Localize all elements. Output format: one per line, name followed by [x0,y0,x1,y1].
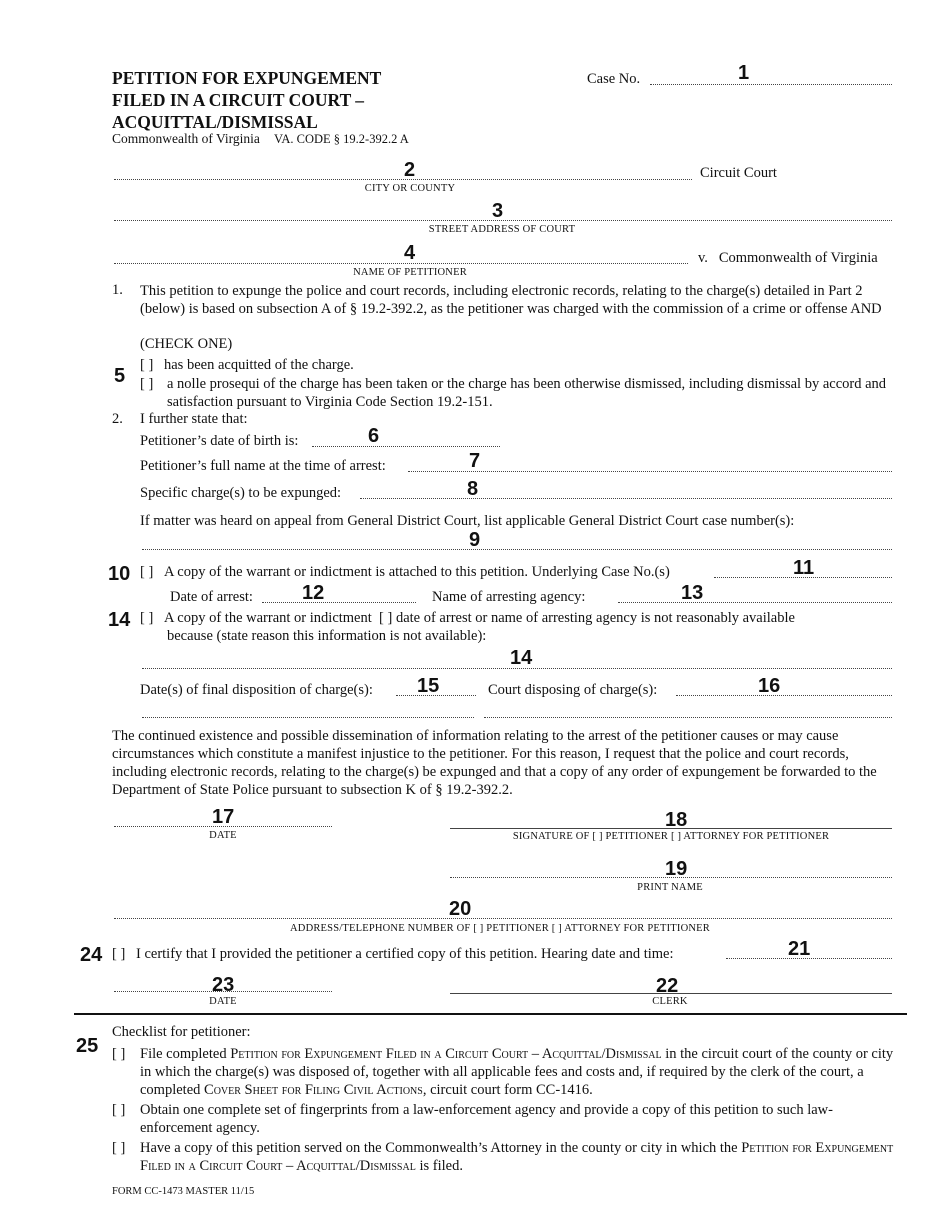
checklist-item-1-checkbox[interactable]: [ ] [112,1046,126,1062]
arrest-name-field[interactable] [408,471,892,472]
court-disposing-field[interactable] [676,695,892,696]
field-marker-18: 18 [665,809,688,831]
address-telephone-caption: ADDRESS/TELEPHONE NUMBER OF [ ] PETITIONER [ ] ATTORNEY FOR PETITIONER [290,923,710,934]
appeal-case-field[interactable] [142,549,892,550]
case-no-field[interactable] [650,84,892,85]
field-marker-1: 1 [738,62,750,84]
charges-field[interactable] [360,498,892,499]
field-marker-21: 21 [788,938,811,960]
dismissed-label: a nolle prosequi of the charge has been taken or the charge has been otherwise dismissed, including dismissal by accord and satisfaction pursuant to Virginia Code Section 19.2-151. [167,376,887,410]
form-subtitle [112,131,409,147]
court-disposing-label: Court disposing of charge(s): [488,682,658,698]
case-no-label: Case No. [587,71,641,87]
item-1-number: 1. [112,282,123,298]
disposition-date-label: Date(s) of final disposition of charge(s): [140,682,373,698]
respondent-name: Commonwealth of Virginia [718,250,878,266]
form-title-line-3: ACQUITTAL/DISMISSAL [112,112,318,132]
checklist-item-2[interactable] [112,1101,904,1137]
field-marker-14-reason: 14 [510,647,533,669]
checklist-item-2-text: Obtain one complete set of fingerprints from a law-enforcement agency and provide a copy of this petition to such law-enforcement agency. [140,1102,833,1136]
checklist-item-3-text [112,1139,904,1175]
certify-label: I certify that I provided the petitioner a certified copy of this petition. Hearing date and time: [136,946,674,962]
address-telephone-field[interactable] [114,918,892,919]
request-paragraph: The continued existence and possible dissemination of information relating to the arrest of the petitioner causes or may cause circumstances which constitute a manifest injustice to the petitioner. For this reason, I request that the police and court records, including electronic records, relating to the charge(s) be expunged and that a copy of any order of expungement be forwarded to the Department of State Police pursuant to subsection K of § 19.2-392.2. [112,728,877,798]
subtitle-state: Commonwealth of Virginia [112,131,260,146]
warrant-attached-checkbox[interactable]: [ ] [140,564,154,580]
not-available-checkbox[interactable]: [ ] [140,610,154,626]
subtitle-code: VA. CODE § 19.2-392.2 A [273,132,409,146]
checklist-item-1-part-a: File completed [140,1046,231,1062]
acquitted-checkbox[interactable]: [ ] [140,357,154,373]
charges-label: Specific charge(s) to be expunged: [140,485,342,501]
field-marker-4: 4 [404,242,416,264]
field-marker-12: 12 [302,582,325,604]
field-marker-11: 11 [793,557,815,579]
item-2-number: 2. [112,411,123,427]
field-marker-16: 16 [758,675,781,697]
field-marker-10: 10 [108,563,131,585]
agency-field[interactable] [618,602,892,603]
checklist-item-3-part-a: Have a copy of this petition served on the Commonwealth’s Attorney in the county or city in which the [140,1140,742,1156]
checklist-item-2-checkbox[interactable]: [ ] [112,1102,126,1118]
field-marker-3: 3 [492,200,504,222]
form-id: FORM CC-1473 MASTER 11/15 [112,1186,255,1197]
field-marker-24: 24 [80,944,103,966]
arrest-date-field[interactable] [262,602,416,603]
check-one-label: (CHECK ONE) [140,336,233,352]
field-marker-7: 7 [469,450,481,472]
field-marker-13: 13 [681,582,704,604]
item-2-intro: I further state that: [140,411,248,427]
not-available-label-b: date of arrest or name of arresting agency is not reasonably available [395,610,795,626]
form-title-line-1: PETITION FOR EXPUNGEMENT [112,68,382,88]
appeal-label: If matter was heard on appeal from General District Court, list applicable General District Court case number(s): [140,513,795,529]
field-marker-15: 15 [417,675,440,697]
item-1-text: This petition to expunge the police and court records, including electronic records, relating to the charge(s) detailed in Part 2 (below) is based on subsection A of § 19.2-392.2, as the petitioner was charged with the commission of a crime or offense AND [140,283,882,317]
certify-option[interactable] [112,946,674,963]
certify-checkbox[interactable]: [ ] [112,946,126,962]
field-marker-23: 23 [212,974,235,996]
street-address-caption: STREET ADDRESS OF COURT [428,224,576,235]
field-marker-20: 20 [449,898,472,920]
not-available-arrest-checkbox[interactable]: [ ] [379,610,393,626]
versus-text: v. [698,250,708,266]
arrest-date-label: Date of arrest: [170,589,253,605]
not-available-label-a: A copy of the warrant or indictment [164,610,372,626]
dismissed-checkbox[interactable]: [ ] [140,376,154,392]
form-title-line-2: FILED IN A CIRCUIT COURT – [112,90,365,110]
field-marker-5: 5 [114,365,126,387]
checklist-item-1-part-c: , circuit court form CC-1416. [422,1082,593,1098]
not-available-reason-label: because (state reason this information is not available): [167,628,487,644]
court-disposing-field-2[interactable] [484,717,892,718]
field-marker-8: 8 [467,478,479,500]
signature-caption: SIGNATURE OF [ ] PETITIONER [ ] ATTORNEY FOR PETITIONER [512,831,830,842]
field-marker-9: 9 [469,529,481,551]
acquitted-label: has been acquitted of the charge. [164,357,354,373]
checklist-item-3[interactable] [112,1139,904,1175]
checklist-item-3-form-name: Petition for Expungement Filed in a Circuit Court – Acquittal/Dismissal [140,1140,894,1174]
arrest-name-label: Petitioner’s full name at the time of arrest: [140,458,386,474]
field-marker-22: 22 [656,975,679,997]
field-marker-19: 19 [665,858,688,880]
field-marker-2: 2 [404,159,416,181]
circuit-court-label: Circuit Court [700,165,777,181]
acquitted-option[interactable] [140,357,354,374]
checklist-item-1-cover-sheet: Cover Sheet for Filing Civil Actions [204,1082,423,1098]
section-divider [74,1013,907,1015]
dismissed-option[interactable] [140,375,904,411]
checklist-item-3-checkbox[interactable]: [ ] [112,1140,126,1156]
warrant-attached-label: A copy of the warrant or indictment is attached to this petition. Underlying Case No.(s) [164,564,670,580]
petitioner-name-field[interactable] [114,263,688,264]
checklist-item-1-text [112,1045,904,1099]
disposition-date-field-2[interactable] [142,717,474,718]
checklist-item-1[interactable] [112,1045,904,1099]
print-name-caption: PRINT NAME [637,882,703,893]
field-marker-6: 6 [368,425,380,447]
petitioner-name-caption: NAME OF PETITIONER [353,267,467,278]
clerk-date-caption: DATE [209,996,237,1007]
court-city-field[interactable] [114,179,692,180]
dob-label: Petitioner’s date of birth is: [140,433,299,449]
clerk-caption: CLERK [652,996,688,1007]
checklist-item-1-form-name: Petition for Expungement Filed in a Circuit Court – Acquittal/Dismissal [230,1046,662,1062]
versus-label [698,250,878,267]
checklist-item-1-part-b: in the circuit court of the county or city in which the charge(s) was disposed of, together with all applicable fees and costs and, if required by the clerk of the court, a completed [140,1046,894,1098]
warrant-attached-option[interactable] [140,564,670,581]
dob-field[interactable] [312,446,500,447]
field-marker-25: 25 [76,1035,99,1057]
checklist-heading: Checklist for petitioner: [112,1024,251,1040]
agency-label: Name of arresting agency: [432,589,586,605]
field-marker-17: 17 [212,806,235,828]
not-available-option[interactable] [140,610,795,627]
city-county-caption: CITY OR COUNTY [364,183,456,194]
checklist-item-3-part-b: is filed. [415,1158,463,1174]
field-marker-14: 14 [108,609,131,631]
signature-date-caption: DATE [209,830,237,841]
